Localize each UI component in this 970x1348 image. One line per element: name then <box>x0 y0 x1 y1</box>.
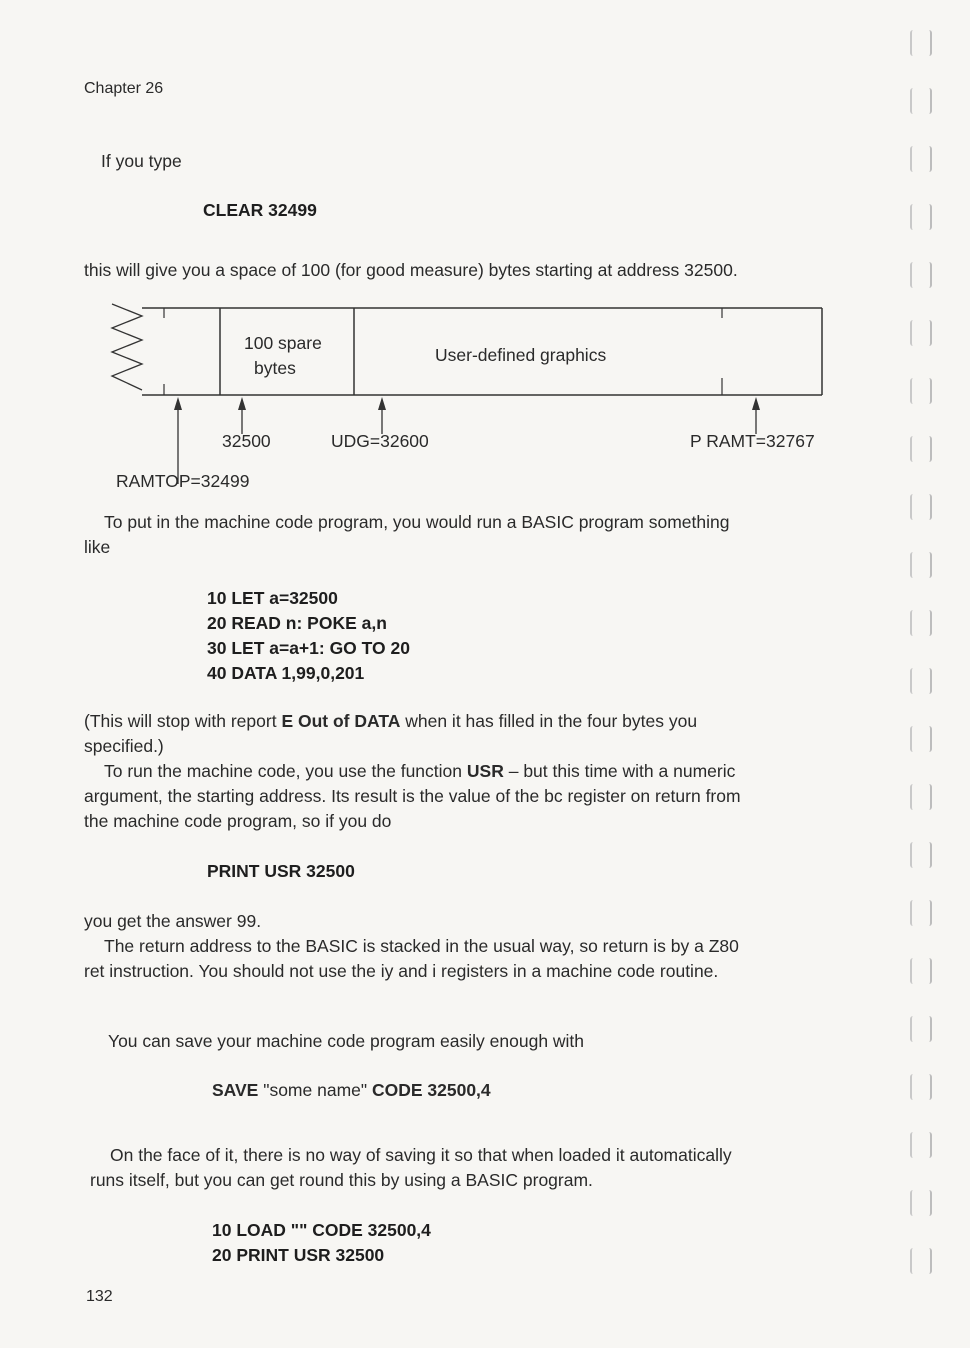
binding-ring <box>910 726 932 752</box>
chapter-header: Chapter 26 <box>84 80 164 97</box>
stop-line-2: specified.) <box>84 736 164 756</box>
answer-line: you get the answer 99. <box>84 911 262 931</box>
face-line-2: runs itself, but you can get round this by using a BASIC program. <box>90 1170 593 1190</box>
udg-box-label: User-defined graphics <box>435 345 607 365</box>
binding-ring <box>910 1248 932 1274</box>
memory-diagram <box>100 298 840 488</box>
program1-line: 40 DATA 1,99,0,201 <box>207 663 365 683</box>
binding-ring <box>910 378 932 404</box>
spare-bytes-label-2: bytes <box>254 358 296 378</box>
program1-line: 20 READ n: POKE a,n <box>207 613 387 633</box>
binding-ring <box>910 262 932 288</box>
binding-ring <box>910 1074 932 1100</box>
save-code: CODE 32500,4 <box>371 1080 491 1100</box>
save-name: "some name" <box>263 1080 368 1100</box>
binding-ring <box>910 1016 932 1042</box>
binding-ring <box>910 958 932 984</box>
binding-ring <box>910 146 932 172</box>
print-command: PRINT USR 32500 <box>207 861 355 881</box>
spare-bytes-label-1: 100 spare <box>244 333 322 353</box>
program2-line: 20 PRINT USR 32500 <box>212 1245 385 1265</box>
binding-ring <box>910 88 932 114</box>
binding-rings <box>902 30 946 1330</box>
program1-line: 30 LET a=a+1: GO TO 20 <box>207 638 410 658</box>
binding-ring <box>910 30 932 56</box>
stop-text-pre: (This will stop with report <box>84 711 277 731</box>
binding-ring <box>910 1132 932 1158</box>
binding-ring <box>910 610 932 636</box>
stop-text-bold: E Out of DATA <box>281 711 401 731</box>
udg-address-label: UDG=32600 <box>331 431 429 451</box>
run-line-3: the machine code program, so if you do <box>84 811 392 831</box>
stop-text-post: when it has filled in the four bytes you <box>405 711 698 731</box>
space-paragraph: this will give you a space of 100 (for good measure) bytes starting at address 32500. <box>84 260 738 280</box>
pramt-address-label: P RAMT=32767 <box>690 431 815 451</box>
binding-ring <box>910 552 932 578</box>
run-text-post: – but this time with a numeric <box>508 761 736 781</box>
binding-ring <box>910 668 932 694</box>
run-text-bold: USR <box>466 761 504 781</box>
intro-text: If you type <box>101 151 182 171</box>
return-line-2: ret instruction. You should not use the iy and i registers in a machine code routine. <box>84 961 719 981</box>
put-line-1: To put in the machine code program, you would run a BASIC program something <box>104 512 730 532</box>
return-line-1: The return address to the BASIC is stacked in the usual way, so return is by a Z80 <box>104 936 739 956</box>
ramtop-address-label: RAMTOP=32499 <box>116 471 250 491</box>
program1-line: 10 LET a=32500 <box>207 588 338 608</box>
binding-ring <box>910 436 932 462</box>
address-32500-label: 32500 <box>222 431 271 451</box>
binding-ring <box>910 900 932 926</box>
put-paragraph <box>84 510 729 560</box>
answer-paragraph <box>84 909 739 984</box>
save-command <box>212 1079 491 1101</box>
clear-command: CLEAR 32499 <box>203 200 317 220</box>
run-line-2: argument, the starting address. Its result is the value of the bc register on return from <box>84 786 741 806</box>
run-text-pre: To run the machine code, you use the function <box>104 761 463 781</box>
basic-program-2 <box>212 1218 431 1268</box>
stop-paragraph <box>84 709 697 759</box>
face-line-1: On the face of it, there is no way of saving it so that when loaded it automatically <box>110 1145 732 1165</box>
break-zigzag <box>112 304 142 390</box>
binding-ring <box>910 494 932 520</box>
binding-ring <box>910 784 932 810</box>
binding-ring <box>910 842 932 868</box>
binding-ring <box>910 1190 932 1216</box>
binding-ring <box>910 320 932 346</box>
save-paragraph: You can save your machine code program easily enough with <box>108 1031 585 1051</box>
binding-ring <box>910 204 932 230</box>
basic-program-1 <box>207 586 410 686</box>
page-number: 132 <box>86 1288 113 1305</box>
program2-line: 10 LOAD "" CODE 32500,4 <box>212 1220 431 1240</box>
save-keyword: SAVE <box>212 1080 259 1100</box>
put-line-2: like <box>84 537 111 557</box>
face-paragraph <box>90 1143 732 1193</box>
run-paragraph <box>84 759 741 834</box>
